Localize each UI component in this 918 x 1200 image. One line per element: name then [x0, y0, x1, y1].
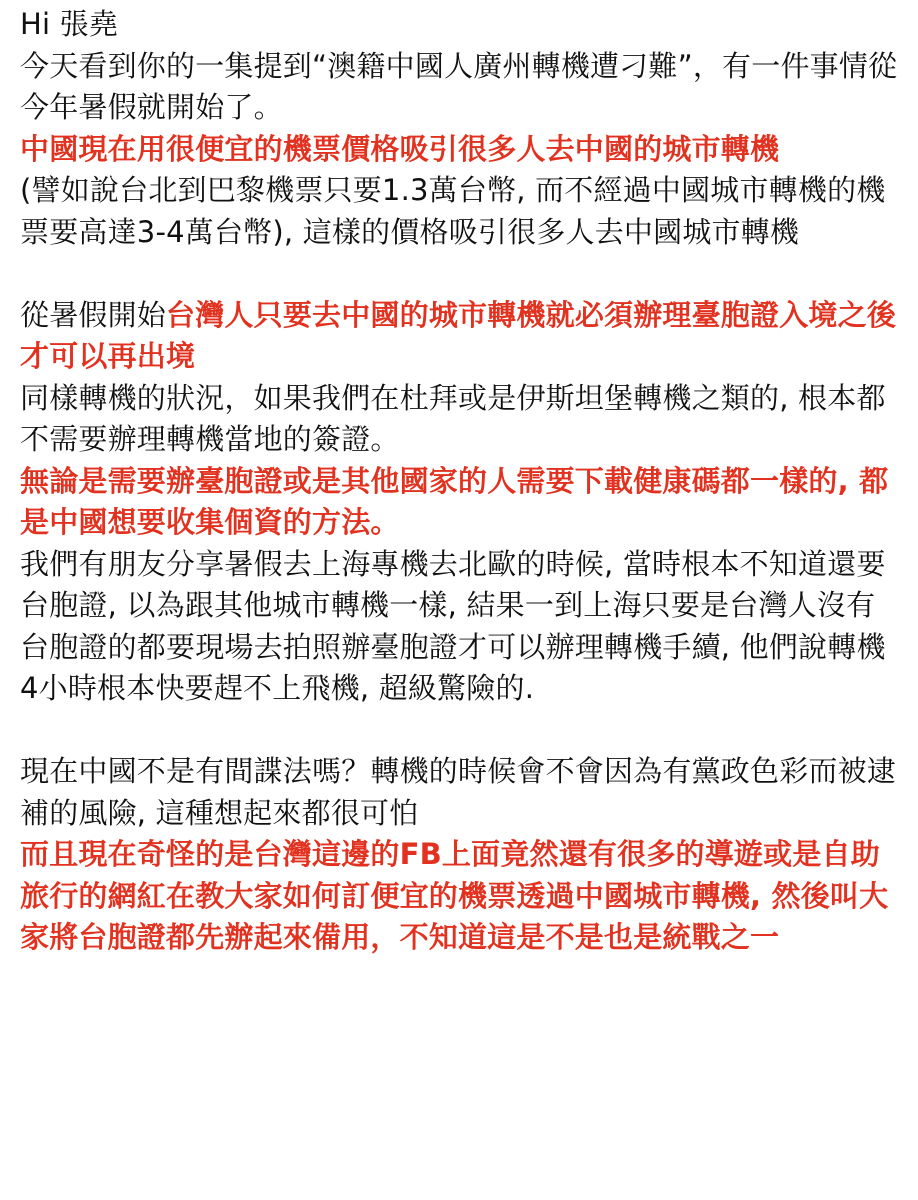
blank-line: [20, 710, 900, 752]
highlight-data-collection: 無論是需要辦臺胞證或是其他國家的人需要下載健康碼都一樣的, 都是中國想要收集個資的方法。: [20, 463, 889, 539]
paragraph-price-example: (譬如說台北到巴黎機票只要1.3萬台幣, 而不經過中國城市轉機的機票要高達3-4萬台幣), 這樣的價格吸引很多人去中國城市轉機: [20, 173, 886, 249]
greeting: Hi 張堯: [20, 7, 119, 41]
paragraph-espionage-law: 現在中國不是有間諜法嗎？轉機的時候會不會因為有黨政色彩而被逮補的風險, 這種想起來都很可怕: [20, 754, 897, 830]
paragraph-shanghai-story: 我們有朋友分享暑假去上海專機去北歐的時候, 當時根本不知道還要台胞證, 以為跟其他城市轉機一樣, 結果一到上海只要是台灣人沒有台胞證的都要現場去拍照辦臺胞證才可以辦理轉機手續, 他們說轉機4小時根本快要趕不上飛機, 超級驚險的.: [20, 546, 886, 705]
highlight-cheap-tickets: 中國現在用很便宜的機票價格吸引很多人去中國的城市轉機: [20, 131, 780, 166]
letter-body: [20, 4, 900, 959]
paragraph-dubai-comparison: 同樣轉機的狀況，如果我們在杜拜或是伊斯坦堡轉機之類的, 根本都不需要辦理轉機當地的簽證。: [20, 380, 886, 456]
blank-line: [20, 253, 900, 295]
summer-rule-lead: 從暑假開始: [20, 297, 167, 332]
paragraph-intro: 今天看到你的一集提到“澳籍中國人廣州轉機遭刁難”，有一件事情從今年暑假就開始了。: [20, 48, 898, 124]
highlight-permit-required: 台灣人只要去中國的城市轉機就必須辦理臺胞證入境之後才可以再出境: [20, 297, 897, 373]
highlight-influencers: 而且現在奇怪的是台灣這邊的FB上面竟然還有很多的導遊或是自助旅行的網紅在教大家如何訂便宜的機票透過中國城市轉機, 然後叫大家將台胞證都先辦起來備用，不知道這是不是也是統戰之一: [20, 837, 889, 954]
paragraph-summer-rule: [20, 295, 900, 378]
